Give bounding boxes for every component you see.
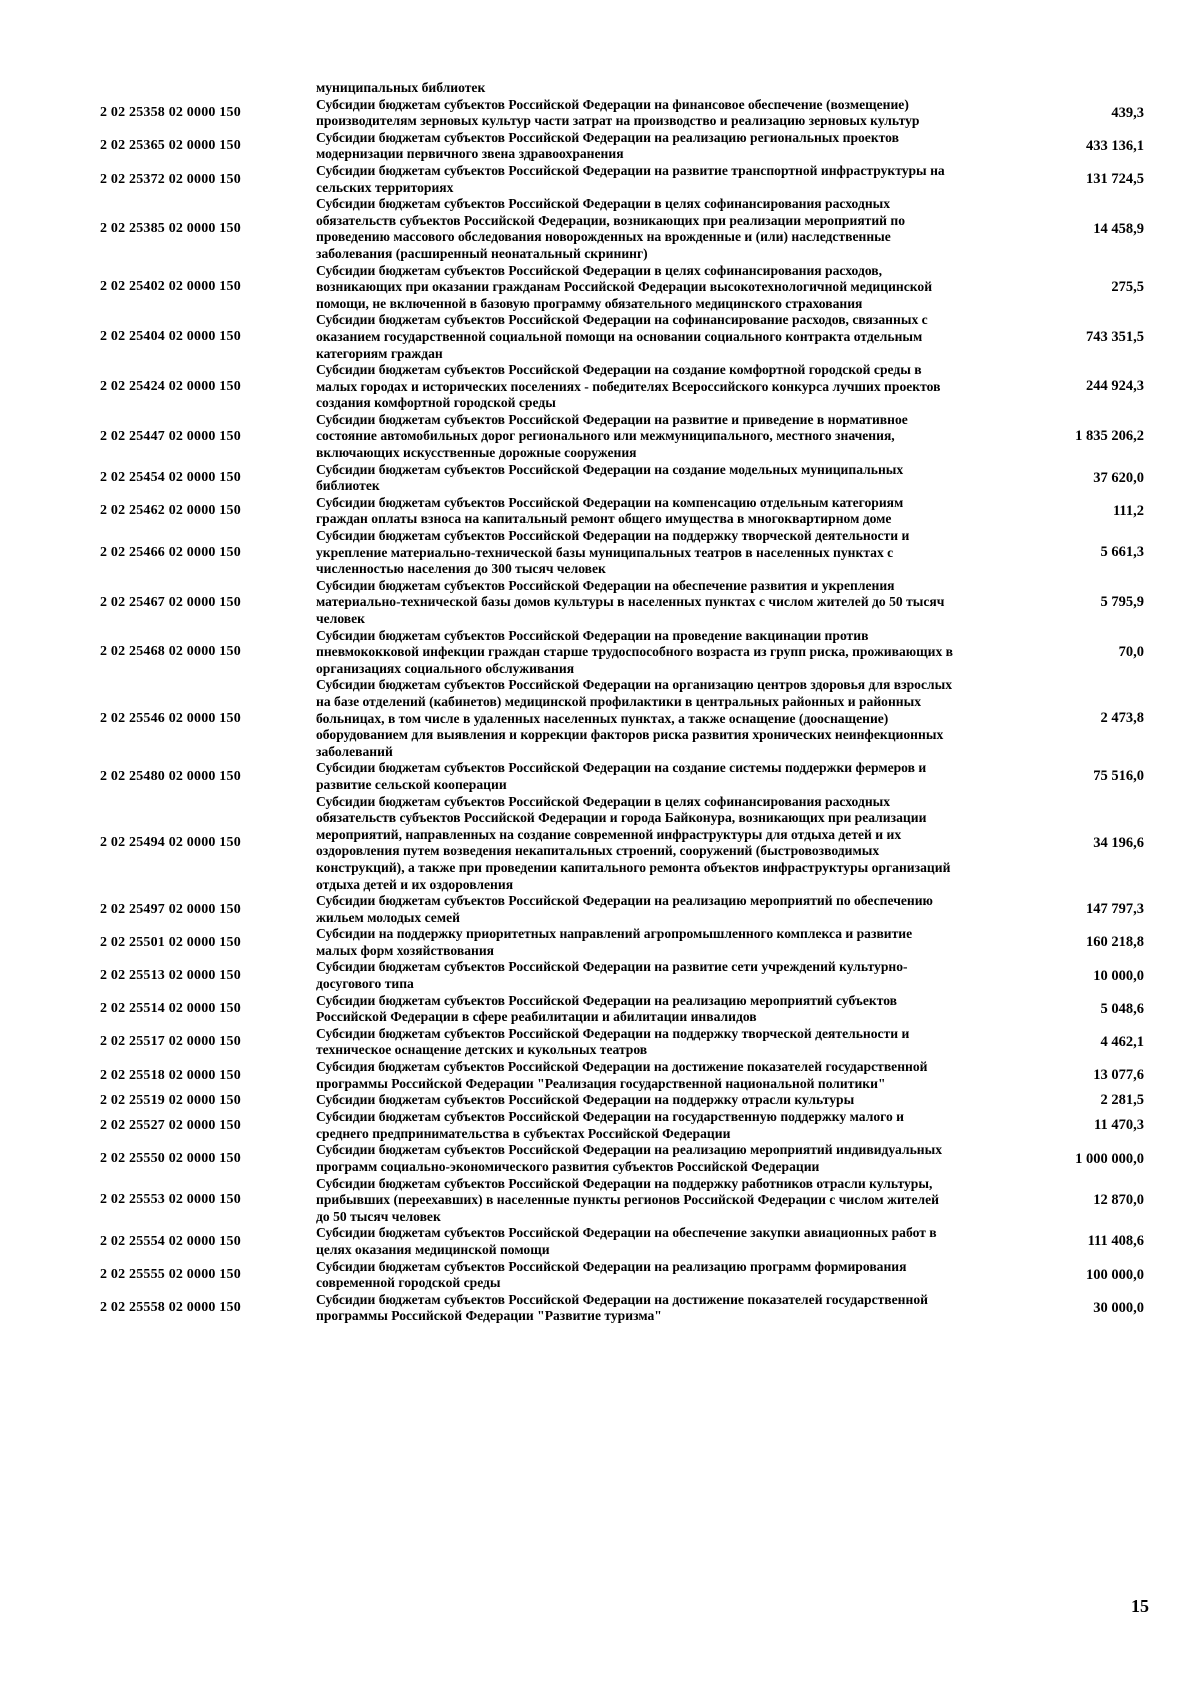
row-amount: 275,5 <box>1111 278 1144 295</box>
row-description: Субсидии бюджетам субъектов Российской Федерации на финансовое обеспечение (возмещение) производителям зерновых культур части затрат на производство и реализацию зерновых культур <box>316 96 920 129</box>
table-row <box>100 760 1150 793</box>
row-description: Субсидия бюджетам субъектов Российской Федерации на достижение показателей государственной программы Российской Федерации "Реализация государственной национальной политики" <box>316 1059 928 1091</box>
table-row <box>100 1292 1150 1325</box>
row-amount: 5 795,9 <box>1100 594 1144 611</box>
row-amount: 2 281,5 <box>1100 1092 1144 1109</box>
table-row <box>100 628 1150 678</box>
row-description: Субсидии бюджетам субъектов Российской Федерации в целях софинансирования расходных обязательств субъектов Российской Федерации, возникающих при реализации мероприятий по проведению массового обследования новорожденных на врожденные и (или) наследственные заболевания (расширенный неонатальный скрининг) <box>316 196 906 261</box>
row-amount: 439,3 <box>1111 104 1144 121</box>
row-amount: 14 458,9 <box>1093 220 1144 237</box>
row-amount: 37 620,0 <box>1093 469 1144 486</box>
table-body <box>100 97 1150 1325</box>
row-code: 2 02 25550 02 0000 150 <box>100 1151 241 1166</box>
row-code: 2 02 25454 02 0000 150 <box>100 470 241 486</box>
row-description: Субсидии бюджетам субъектов Российской Федерации на поддержку работников отрасли культуры, прибывших (переехавших) в населенные пункты регионов Российской Федерации с числом жителей до 50 тысяч человек <box>316 1175 939 1224</box>
row-amount: 2 473,8 <box>1100 710 1144 727</box>
row-code: 2 02 25546 02 0000 150 <box>100 710 241 726</box>
table-row <box>100 130 1150 163</box>
row-amount: 100 000,0 <box>1086 1266 1144 1283</box>
table-row <box>100 495 1150 528</box>
row-description: Субсидии бюджетам субъектов Российской Федерации на поддержку творческой деятельности и укрепление материально-технической базы муниципальных театров в населенных пунктах с численностью населения до 300 тысяч человек <box>316 528 910 577</box>
table-row <box>100 412 1150 462</box>
row-code: 2 02 25365 02 0000 150 <box>100 138 241 154</box>
row-description: Субсидии бюджетам субъектов Российской Федерации на развитие сети учреждений культурно-досугового типа <box>316 959 908 992</box>
row-code: 2 02 25468 02 0000 150 <box>100 644 241 660</box>
row-code: 2 02 25358 02 0000 150 <box>100 105 241 121</box>
row-amount: 30 000,0 <box>1093 1299 1144 1316</box>
row-code: 2 02 25517 02 0000 150 <box>100 1034 241 1050</box>
row-amount: 13 077,6 <box>1093 1067 1144 1084</box>
row-code: 2 02 25424 02 0000 150 <box>100 378 241 394</box>
row-code: 2 02 25447 02 0000 150 <box>100 428 241 444</box>
row-code: 2 02 25467 02 0000 150 <box>100 594 241 610</box>
row-code: 2 02 25554 02 0000 150 <box>100 1233 241 1249</box>
row-code: 2 02 25497 02 0000 150 <box>100 901 241 917</box>
table-row <box>100 97 1150 130</box>
row-description: Субсидии бюджетам субъектов Российской Федерации на развитие транспортной инфраструктуры на сельских территориях <box>316 162 945 195</box>
table-row <box>100 1259 1150 1292</box>
row-description: Субсидии бюджетам субъектов Российской Федерации на реализацию программ формирования современной городской среды <box>316 1258 907 1291</box>
row-amount: 10 000,0 <box>1093 967 1144 984</box>
row-code: 2 02 25558 02 0000 150 <box>100 1300 241 1316</box>
row-code: 2 02 25518 02 0000 150 <box>100 1067 241 1083</box>
row-code: 2 02 25480 02 0000 150 <box>100 768 241 784</box>
row-amount: 12 870,0 <box>1093 1191 1144 1208</box>
row-amount: 111,2 <box>1112 502 1144 519</box>
row-amount: 433 136,1 <box>1086 137 1144 154</box>
table-row <box>100 312 1150 362</box>
row-amount: 743 351,5 <box>1086 328 1144 345</box>
row-description: Субсидии бюджетам субъектов Российской Федерации на обеспечение развития и укрепления материально-технической базы домов культуры в населенных пунктах с числом жителей до 50 тысяч человек <box>316 577 945 626</box>
row-amount: 147 797,3 <box>1086 901 1144 918</box>
row-code: 2 02 25555 02 0000 150 <box>100 1267 241 1283</box>
row-description: Субсидии бюджетам субъектов Российской Федерации на создание модельных муниципальных библиотек <box>316 461 904 494</box>
row-description: Субсидии бюджетам субъектов Российской Федерации на проведение вакцинации против пневмококковой инфекции граждан старше трудоспособного возраста из групп риска, проживающих в организациях социального обслуживания <box>316 627 954 676</box>
row-amount: 131 724,5 <box>1086 171 1144 188</box>
table-row <box>100 528 1150 578</box>
row-code: 2 02 25553 02 0000 150 <box>100 1192 241 1208</box>
row-amount: 160 218,8 <box>1086 934 1144 951</box>
table-row <box>100 163 1150 196</box>
table-row <box>100 1026 1150 1059</box>
row-description: Субсидии бюджетам субъектов Российской Федерации на реализацию мероприятий субъектов Российской Федерации в сфере реабилитации и абилитации инвалидов <box>316 992 898 1025</box>
table-row <box>100 993 1150 1026</box>
table-row <box>100 196 1150 262</box>
row-code: 2 02 25462 02 0000 150 <box>100 503 241 519</box>
table-row <box>100 1092 1150 1109</box>
table-row <box>100 263 1150 313</box>
row-code: 2 02 25501 02 0000 150 <box>100 934 241 950</box>
row-description: Субсидии бюджетам субъектов Российской Федерации на реализацию мероприятий по обеспечению жильем молодых семей <box>316 893 933 925</box>
row-description: Субсидии бюджетам субъектов Российской Федерации на государственную поддержку малого и среднего предпринимательства в субъектах Российской Федерации <box>316 1109 904 1141</box>
row-code: 2 02 25519 02 0000 150 <box>100 1092 241 1108</box>
row-description: Субсидии бюджетам субъектов Российской Федерации на реализацию мероприятий индивидуальных программ социально-экономического развития субъектов Российской Федерации <box>316 1142 943 1174</box>
row-description: Субсидии бюджетам субъектов Российской Федерации в целях софинансирования расходов, возникающих при оказании гражданам Российской Федерации высокотехнологичной медицинской помощи, не включенной в базовую программу обязательного медицинского страхования <box>316 262 933 311</box>
row-amount: 1 835 206,2 <box>1075 428 1144 445</box>
row-description: Субсидии бюджетам субъектов Российской Федерации на достижение показателей государственной программы Российской Федерации "Развитие туризма" <box>316 1291 928 1324</box>
row-description: Субсидии бюджетам субъектов Российской Федерации на софинансирование расходов, связанных с оказанием государственной социальной помощи на основании социального контракта отдельным категориям граждан <box>316 312 928 361</box>
row-description: Субсидии бюджетам субъектов Российской Федерации на организацию центров здоровья для взрослых на базе отделений (кабинетов) медицинской профилактики в центральных районных и районных больницах, в том числе в удаленных населенных пунктах, а также оснащение (дооснащение) оборудованием для выявления и коррекции факторов риска развития хронических неинфекционных заболеваний <box>316 677 953 759</box>
row-code: 2 02 25372 02 0000 150 <box>100 171 241 187</box>
continuation-row <box>100 80 1150 97</box>
table-row <box>100 926 1150 959</box>
row-code: 2 02 25514 02 0000 150 <box>100 1001 241 1017</box>
row-code: 2 02 25385 02 0000 150 <box>100 221 241 237</box>
row-description: Субсидии бюджетам субъектов Российской Федерации на создание системы поддержки фермеров и развитие сельской кооперации <box>316 760 927 792</box>
table-row <box>100 1176 1150 1226</box>
row-description: Субсидии бюджетам субъектов Российской Федерации на компенсацию отдельным категориям граждан оплаты взноса на капитальный ремонт общего имущества в многоквартирном доме <box>316 494 904 527</box>
table-row <box>100 1109 1150 1142</box>
row-amount: 11 470,3 <box>1094 1117 1144 1134</box>
budget-table <box>100 80 1150 1325</box>
table-row <box>100 578 1150 628</box>
row-code: 2 02 25404 02 0000 150 <box>100 329 241 345</box>
table-row <box>100 362 1150 412</box>
row-amount: 5 661,3 <box>1100 544 1144 561</box>
row-amount: 4 462,1 <box>1100 1033 1144 1050</box>
row-description: Субсидии бюджетам субъектов Российской Федерации на поддержку творческой деятельности и техническое оснащение детских и кукольных театров <box>316 1025 910 1058</box>
row-amount: 5 048,6 <box>1100 1000 1144 1017</box>
row-code: 2 02 25402 02 0000 150 <box>100 279 241 295</box>
row-description: Субсидии бюджетам субъектов Российской Федерации на реализацию региональных проектов модернизации первичного звена здравоохранения <box>316 129 899 162</box>
row-description: Субсидии бюджетам субъектов Российской Федерации на развитие и приведение в нормативное состояние автомобильных дорог регионального или межмуниципального, местного значения, включающих искусственные дорожные сооружения <box>316 411 908 461</box>
row-description: Субсидии бюджетам субъектов Российской Федерации на создание комфортной городской среды в малых городах и исторических поселениях - победителях Всероссийского конкурса лучших проектов создания комфортной городской среды <box>316 362 941 411</box>
table-row <box>100 1059 1150 1092</box>
table-row <box>100 677 1150 760</box>
table-row <box>100 794 1150 894</box>
row-description: Субсидии бюджетам субъектов Российской Федерации на поддержку отрасли культуры <box>316 1092 855 1108</box>
row-amount: 34 196,6 <box>1093 834 1144 851</box>
row-code: 2 02 25494 02 0000 150 <box>100 835 241 851</box>
row-description: муниципальных библиотек <box>316 80 486 95</box>
row-description: Субсидии бюджетам субъектов Российской Федерации в целях софинансирования расходных обязательств субъектов Российской Федерации и города Байконура, возникающих при реализации мероприятий, направленных на создание современной инфраструктуры для отдыха детей и их оздоровления путем возведения некапитальных строений, сооружений (быстровозводимых конструкций), а также при проведении капитального ремонта объектов инфраструктуры организаций отдыха детей и их оздоровления <box>316 793 951 892</box>
row-amount: 111 408,6 <box>1087 1233 1144 1250</box>
row-description: Субсидии бюджетам субъектов Российской Федерации на обеспечение закупки авиационных работ в целях оказания медицинской помощи <box>316 1225 937 1257</box>
row-code: 2 02 25527 02 0000 150 <box>100 1117 241 1133</box>
row-amount: 244 924,3 <box>1086 378 1144 395</box>
row-description: Субсидии на поддержку приоритетных направлений агропромышленного комплекса и развитие малых форм хозяйствования <box>316 926 913 958</box>
row-amount: 1 000 000,0 <box>1075 1150 1144 1167</box>
row-code: 2 02 25466 02 0000 150 <box>100 544 241 560</box>
table-row <box>100 959 1150 992</box>
page-number: 15 <box>1131 1596 1149 1616</box>
table-row <box>100 1142 1150 1175</box>
row-amount: 75 516,0 <box>1093 768 1144 785</box>
row-amount: 70,0 <box>1118 643 1144 660</box>
table-row <box>100 893 1150 926</box>
table-row <box>100 462 1150 495</box>
table-row <box>100 1225 1150 1258</box>
row-code: 2 02 25513 02 0000 150 <box>100 968 241 984</box>
